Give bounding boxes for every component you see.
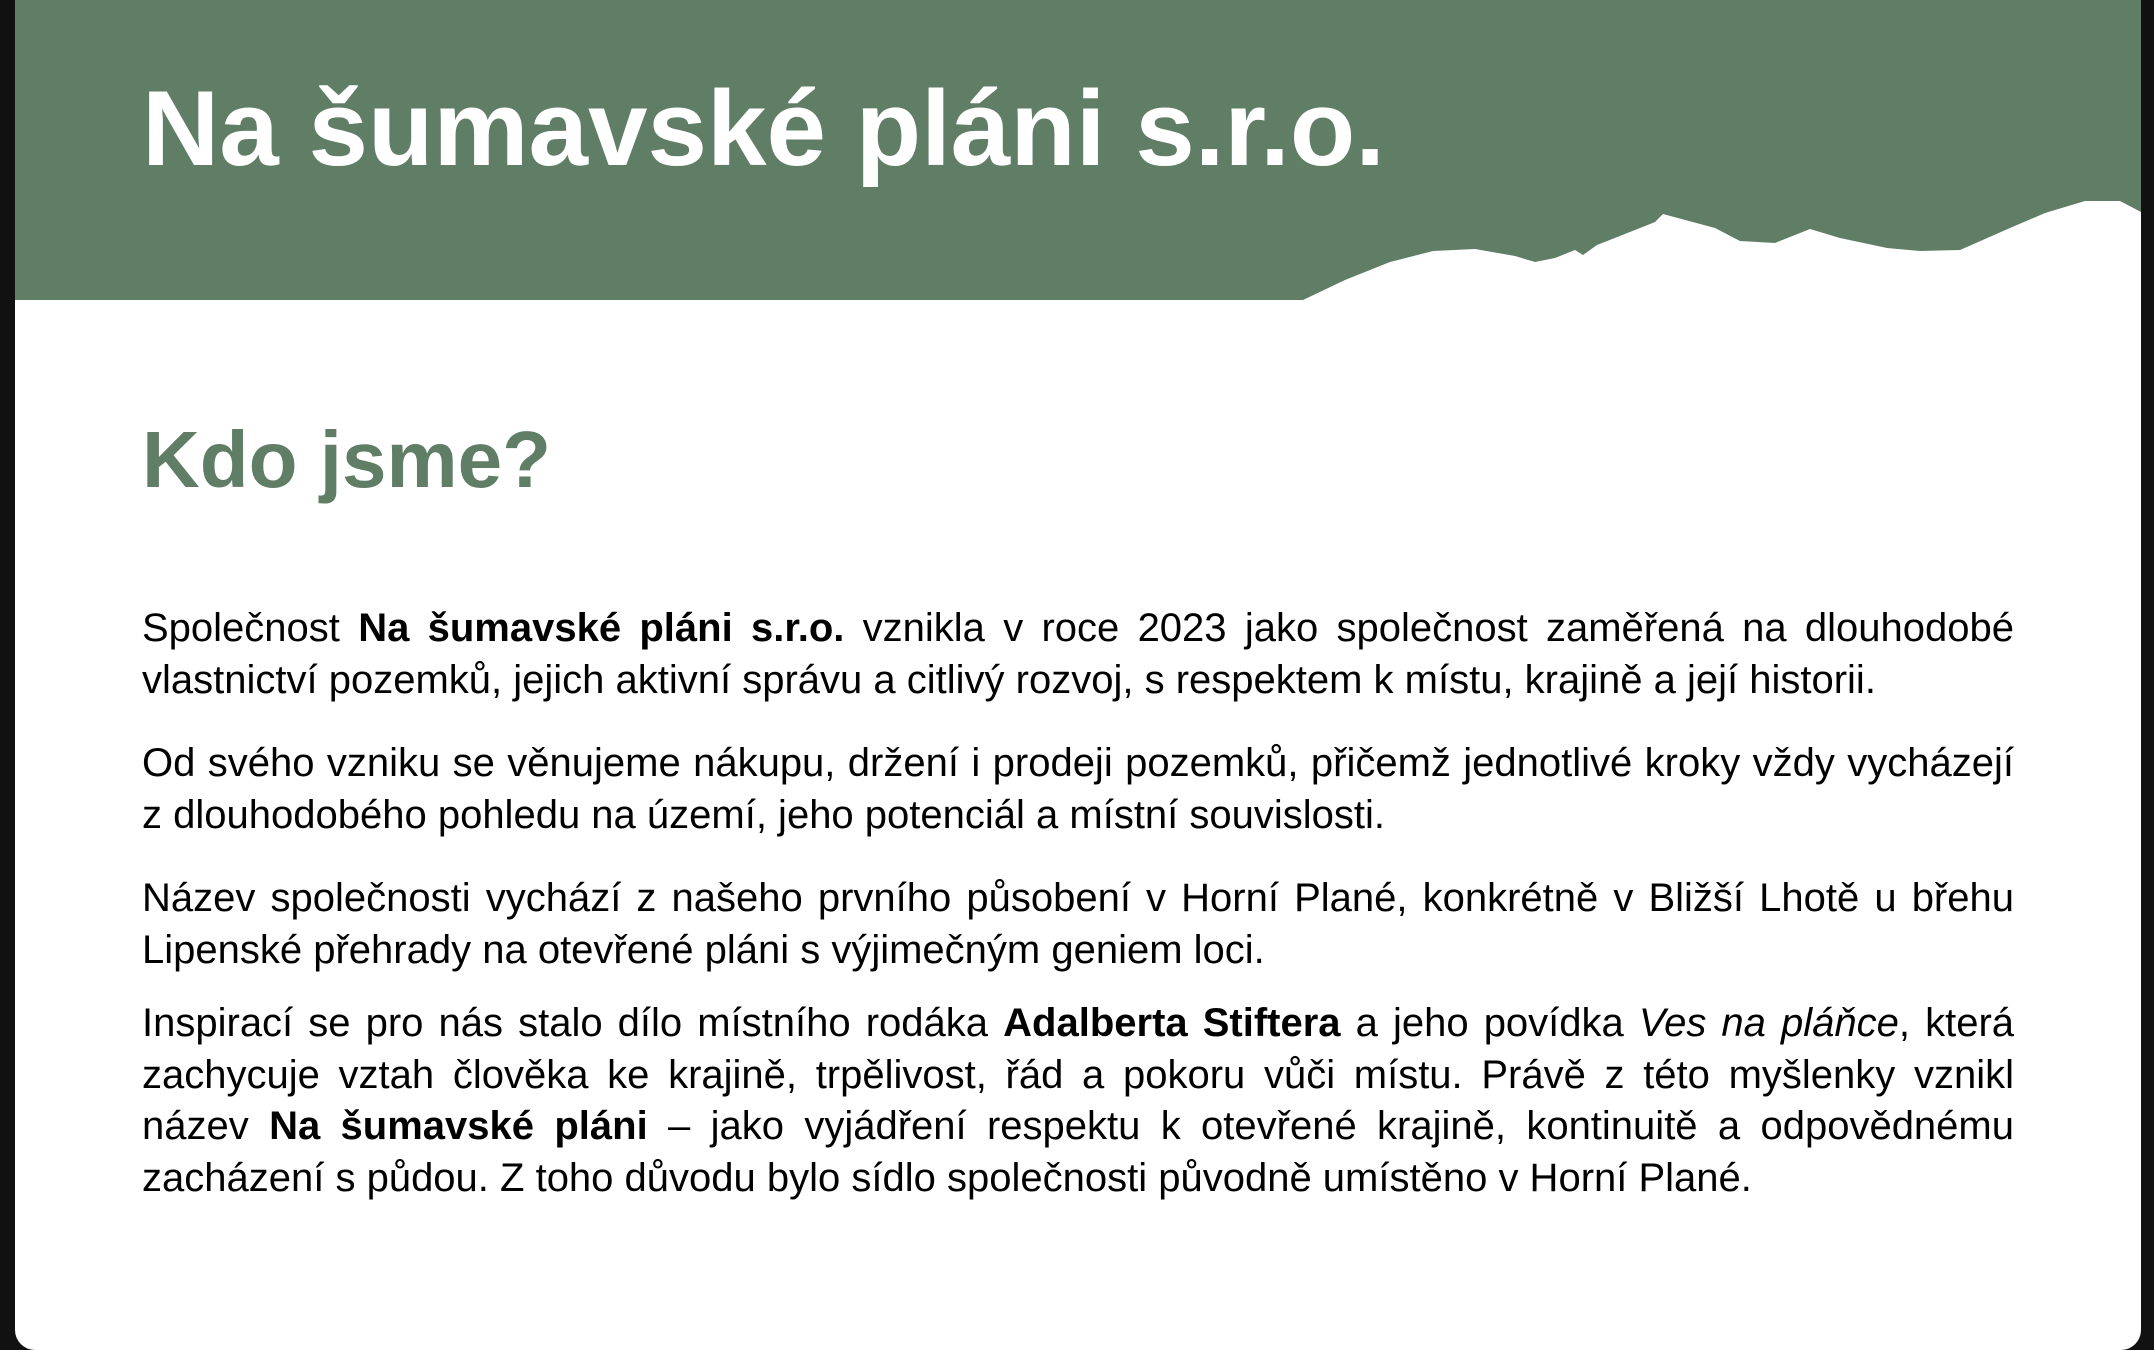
page <box>15 0 2141 1350</box>
about-section <box>142 405 2014 1236</box>
company-name: Na šumavské pláni s.r.o. <box>358 606 845 650</box>
paragraph-inspiration <box>142 998 2014 1204</box>
header-banner <box>15 0 2141 300</box>
paragraph-founding <box>142 603 2014 706</box>
text-span: a jeho povídka <box>1340 1001 1639 1045</box>
story-title: Ves na pláňce <box>1638 1001 1899 1045</box>
text-span: , která zachycuje vztah člověka ke krajině, trpělivost, řád a pokoru vůči místu. Právě z této myšlenky vznikl název <box>142 1001 2015 1148</box>
paragraph-activities: Od svého vzniku se věnujeme nákupu, držení i prodeji pozemků, přičemž jednotlivé kroky vždy vycházejí z dlouhodobého pohledu na území, jeho potenciál a místní souvislosti. <box>142 741 2014 837</box>
section-heading: Kdo jsme? <box>142 415 551 504</box>
text-span: – jako vyjádření respektu k otevřené krajině, kontinuitě a odpovědnému zacházení s půdou. Z toho důvodu bylo sídlo společnosti původně umístěno v Horní Plané. <box>142 1104 2014 1200</box>
text-span: Inspirací se pro nás stalo dílo místního rodáka <box>142 1001 1004 1045</box>
text-span: Společnost <box>142 606 359 650</box>
text-span: vznikla v roce 2023 jako společnost zaměřená na dlouhodobé vlastnictví pozemků, jejich aktivní správu a citlivý rozvoj, s respektem k místu, krajině a její historii. <box>142 606 2015 702</box>
paragraph-name-origin: Název společnosti vychází z našeho prvního působení v Horní Plané, konkrétně v Bližší Lhotě u břehu Lipenské přehrady na otevřené pláni s výjimečným geniem loci. <box>142 876 2014 972</box>
site-title: Na šumavské pláni s.r.o. <box>142 68 1385 188</box>
author-name: Adalberta Stiftera <box>1003 1001 1341 1045</box>
brand-name: Na šumavské pláni <box>269 1104 648 1148</box>
